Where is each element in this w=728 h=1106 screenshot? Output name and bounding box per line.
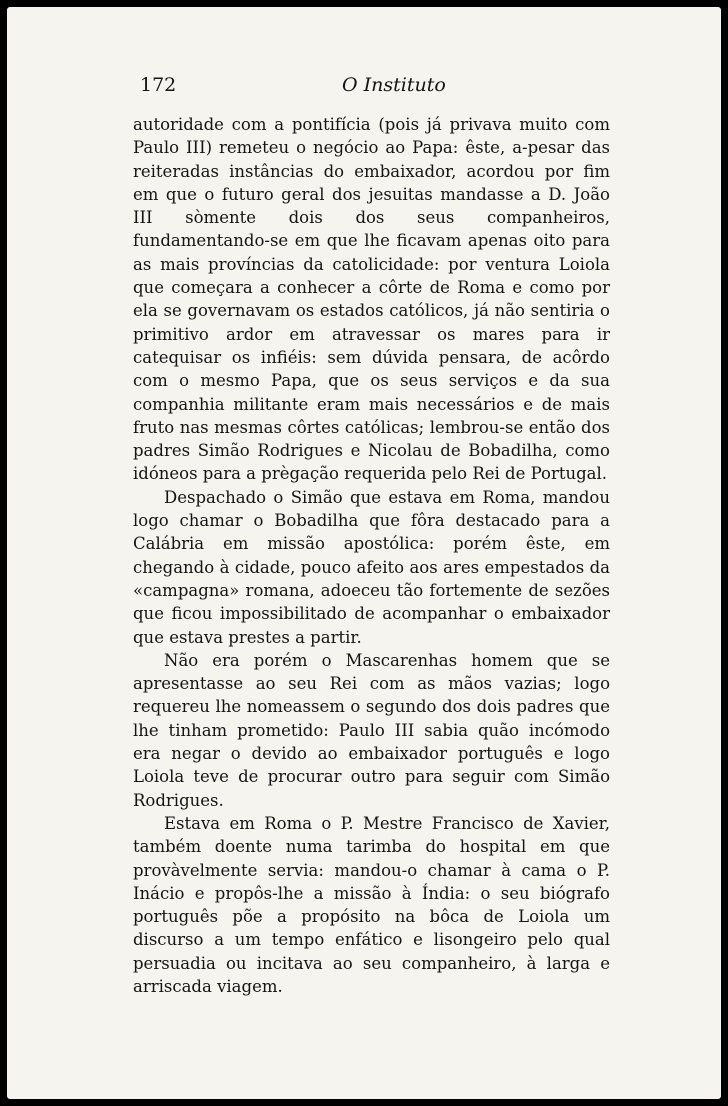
paragraph: autoridade com a pontifícia (pois já privava muito com Paulo III) remeteu o negócio ao Papa: êste, a-pesar das reiteradas instâncias do embaixador, acordou por fim em que o futuro geral dos jesuitas mandasse a D. João III sòmente dois dos seus companheiros, fundamentando-se em que lhe ficavam apenas oito para as mais províncias da catolicidade: por ventura Loiola que começara a conhecer a côrte de Roma e como por ela se governavam os estados católicos, já não sentiria o primitivo ardor em atravessar os mares para ir catequisar os infiéis: sem dúvida pensara, de acôrdo com o mesmo Papa, que os seus serviços e da sua companhia militante eram mais necessários e de mais fruto nas mesmas côrtes católicas; lembrou-se então dos padres Simão Rodrigues e Nicolau de Bobadilha, como idóneos para a prègação requerida pelo Rei de Portugal.	[133, 115, 610, 484]
body-text	[133, 113, 610, 998]
paragraph: Estava em Roma o P. Mestre Francisco de Xavier, também doente numa tarimba do hospital em que provàvelmente servia: mandou-o chamar à cama o P. Inácio e propôs-lhe a missão à Índia: o seu biógrafo português põe a propósito na bôca de Loiola um discurso a um tempo enfático e lisongeiro pelo qual persuadia ou incitava ao seu companheiro, à larga e arriscada viagem.	[133, 813, 610, 996]
page-header	[140, 74, 617, 102]
paragraph: Não era porém o Mascarenhas homem que se apresentasse ao seu Rei com as mãos vazias; logo requereu lhe nomeassem o segundo dos dois padres que lhe tinham prometido: Paulo III sabia quão incómodo era negar o devido ao embaixador português e logo Loiola teve de procurar outro para seguir com Simão Rodrigues.	[133, 650, 610, 810]
paragraph: Despachado o Simão que estava em Roma, mandou logo chamar o Bobadilha que fôra destacado para a Calábria em missão apostólica: porém êste, em chegando à cidade, pouco afeito aos ares empestados da «campagna» romana, adoeceu tão fortemente de sezões que ficou impossibilitado de acompanhar o embaixador que estava prestes a partir.	[133, 487, 610, 647]
running-title: O Instituto	[342, 74, 446, 96]
page-number: 172	[140, 74, 177, 96]
